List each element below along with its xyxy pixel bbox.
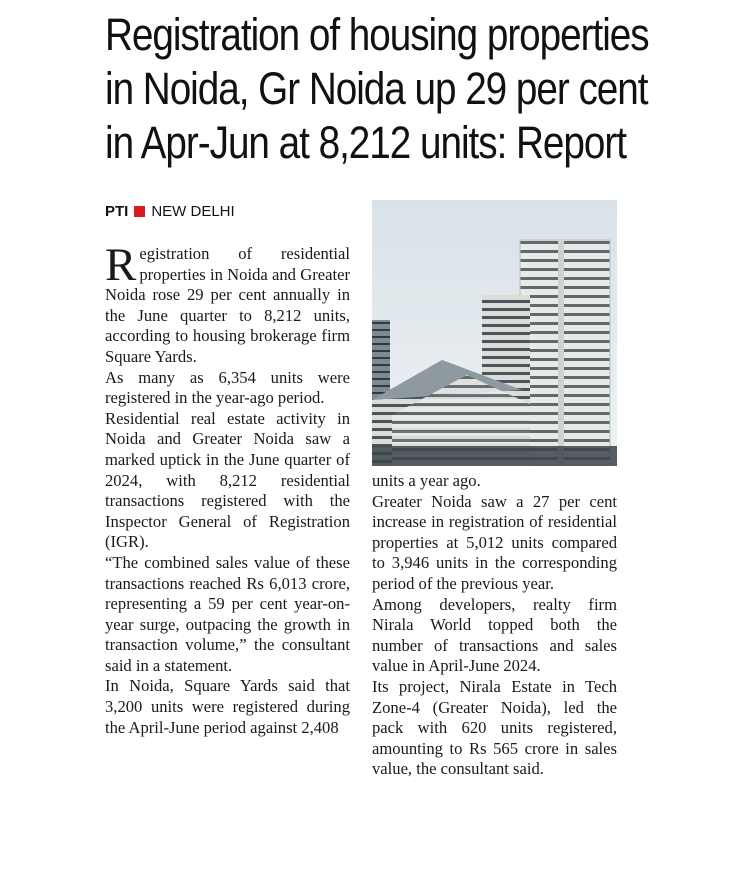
article-paragraph xyxy=(105,239,350,368)
article-paragraph: Its project, Nirala Estate in Tech Zone-4 (Greater Noida), led the pack with 620 units registered, amounting to Rs 565 crore in sales value, the consultant said. xyxy=(372,676,617,779)
byline xyxy=(105,203,235,220)
article-paragraph: “The combined sales value of these transactions reached Rs 6,013 crore, representing a 59 per cent year-on-year surge, outpacing the growth in transaction volume,” the consultant said in a statement. xyxy=(105,552,350,675)
article-paragraph: As many as 6,354 units were registered in the year-ago period. xyxy=(105,367,350,408)
article-paragraph: Residential real estate activity in Noida and Greater Noida saw a marked uptick in the June quarter of 2024, with 8,212 residential transactions registered with the Inspector General of Registration (IGR). xyxy=(105,408,350,552)
article-paragraph: Among developers, realty firm Nirala World topped both the number of transactions and sales value in April-June 2024. xyxy=(372,594,617,676)
building-photo-image xyxy=(372,200,617,466)
article-paragraph: Greater Noida saw a 27 per cent increase in registration of residential properties at 5,012 units compared to 3,946 units in the corresponding period of the previous year. xyxy=(372,491,617,593)
paragraph-text: egistration of residential properties in Noida and Greater Noida rose 29 per cent annually in the June quarter to 8,212 units, according to housing brokerage firm Square Yards. xyxy=(105,244,350,366)
article-photo xyxy=(372,200,617,466)
agency-label: PTI xyxy=(105,203,129,220)
headline xyxy=(105,8,649,170)
drop-cap: R xyxy=(105,239,137,291)
article-column-1 xyxy=(105,239,350,738)
headline-line-1: Registration of housing properties xyxy=(105,9,649,60)
red-square-icon xyxy=(134,206,145,217)
article-paragraph: In Noida, Square Yards said that 3,200 units were registered during the April-June period against 2,408 xyxy=(105,676,350,737)
headline-line-3: in Apr-Jun at 8,212 units: Report xyxy=(105,117,626,168)
headline-line-2: in Noida, Gr Noida up 29 per cent xyxy=(105,63,648,114)
article-column-2 xyxy=(372,471,617,780)
article-paragraph: units a year ago. xyxy=(372,471,481,490)
dateline: NEW DELHI xyxy=(151,203,235,220)
